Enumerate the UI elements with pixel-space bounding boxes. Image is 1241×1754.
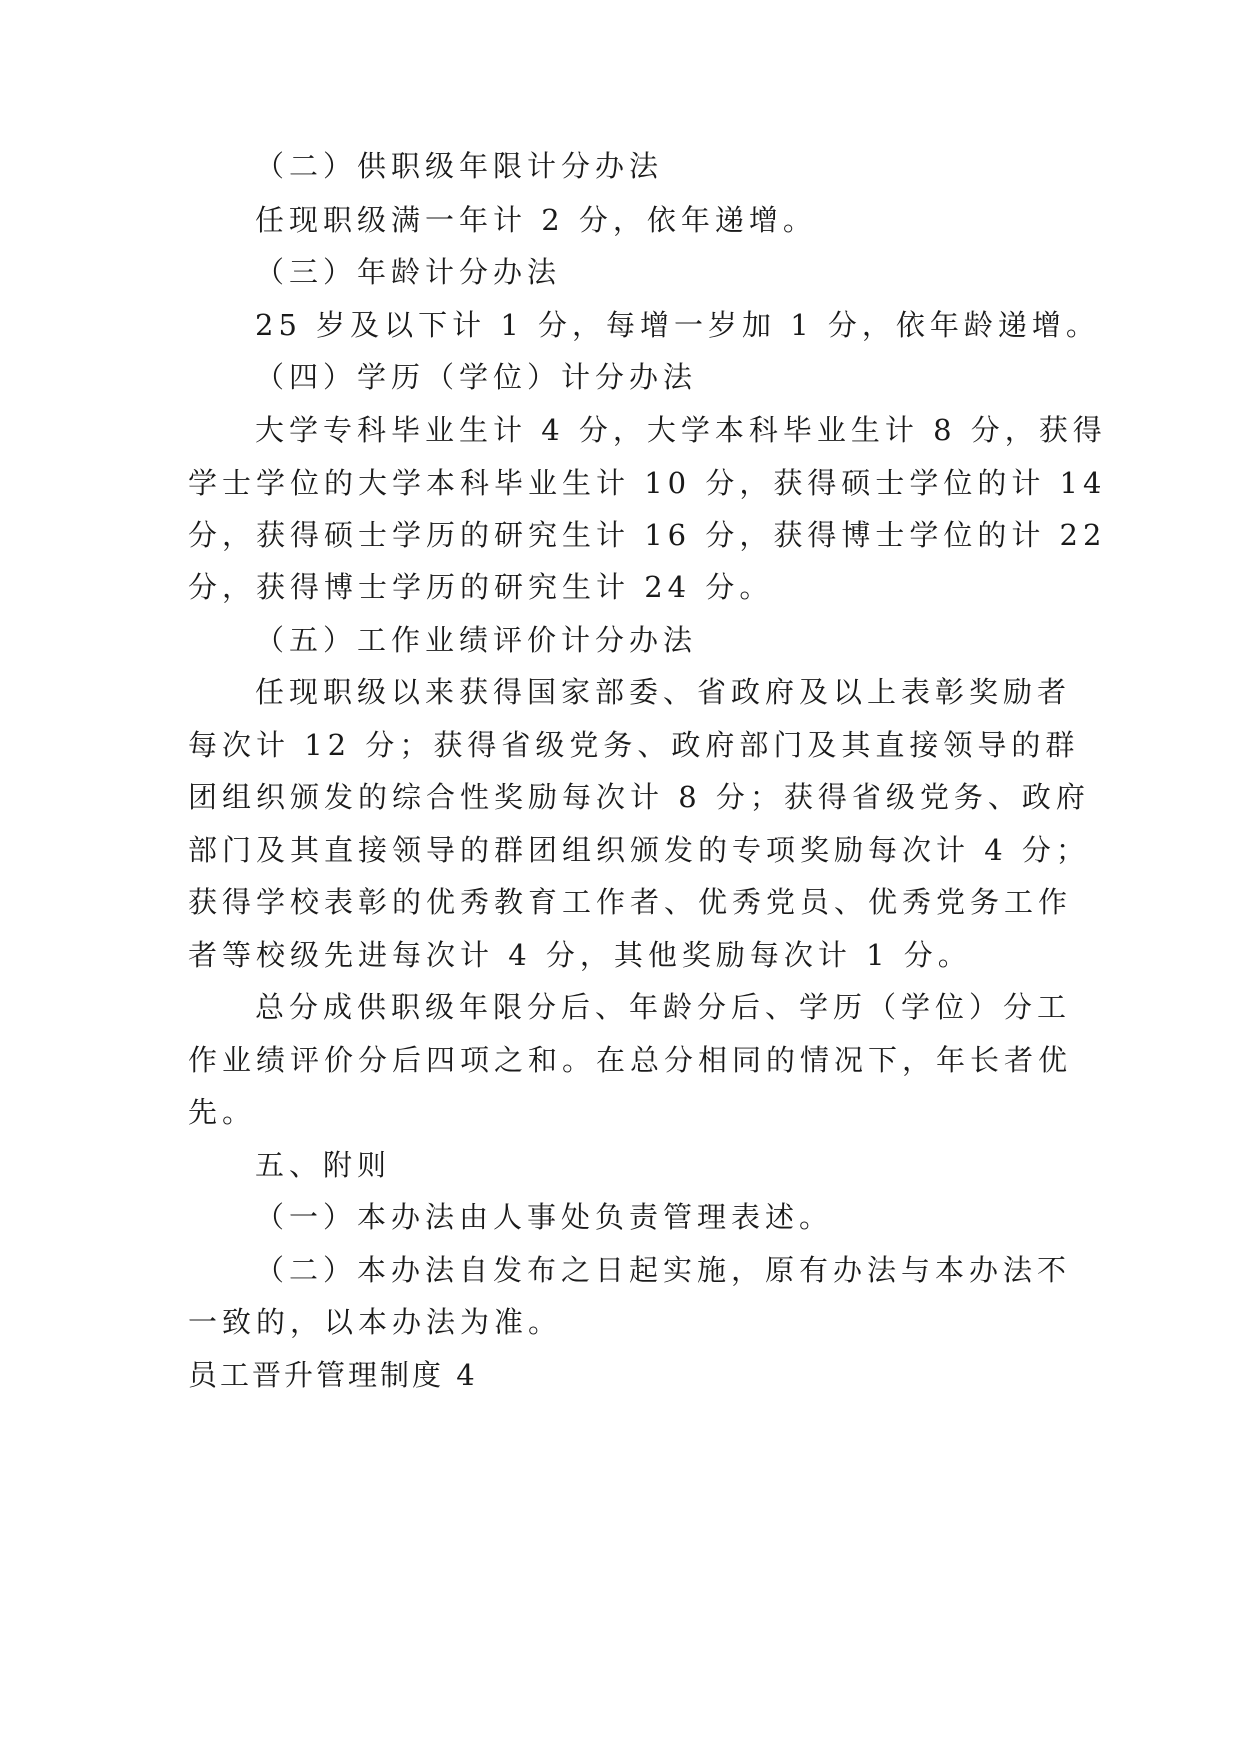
next-document-title: 员工晋升管理制度 4 [188,1358,478,1392]
paragraph-line: 分，获得博士学历的研究生计 24 分。 [188,570,774,604]
paragraph-line: 一致的，以本办法为准。 [188,1305,563,1339]
paragraph-line: 团组织颁发的综合性奖励每次计 8 分；获得省级党务、政府 [188,780,1090,814]
paragraph-line: 作业绩评价分后四项之和。在总分相同的情况下，年长者优 [188,1043,1073,1077]
paragraph-line: 分，获得硕士学历的研究生计 16 分，获得博士学位的计 22 [188,518,1107,552]
chapter-heading: 五、附则 [255,1148,392,1182]
paragraph-line: （一）本办法由人事处负责管理表述。 [255,1200,834,1234]
paragraph-line: 获得学校表彰的优秀教育工作者、优秀党员、优秀党务工作 [188,885,1073,919]
paragraph-line: 每次计 12 分；获得省级党务、政府部门及其直接领导的群 [188,728,1080,762]
paragraph-line: 学士学位的大学本科毕业生计 10 分，获得硕士学位的计 14 [188,466,1107,500]
paragraph-line: 总分成供职级年限分后、年龄分后、学历（学位）分工 [255,990,1072,1024]
section-heading-2: （二）供职级年限计分办法 [255,149,664,183]
section-heading-3: （三）年龄计分办法 [255,255,562,289]
paragraph-line: 部门及其直接领导的群团组织颁发的专项奖励每次计 4 分； [188,833,1090,867]
paragraph-line: （二）本办法自发布之日起实施，原有办法与本办法不 [255,1253,1072,1287]
paragraph-line: 25 岁及以下计 1 分，每增一岁加 1 分，依年龄递增。 [255,308,1100,342]
paragraph-line: 任现职级满一年计 2 分，依年递增。 [255,203,817,237]
section-heading-4: （四）学历（学位）计分办法 [255,360,698,394]
paragraph-line: 大学专科毕业生计 4 分，大学本科毕业生计 8 分，获得 [255,413,1107,447]
paragraph-line: 任现职级以来获得国家部委、省政府及以上表彰奖励者 [255,675,1072,709]
paragraph-line: 先。 [188,1095,257,1129]
paragraph-line: 者等校级先进每次计 4 分，其他奖励每次计 1 分。 [188,938,972,972]
section-heading-5: （五）工作业绩评价计分办法 [255,623,698,657]
